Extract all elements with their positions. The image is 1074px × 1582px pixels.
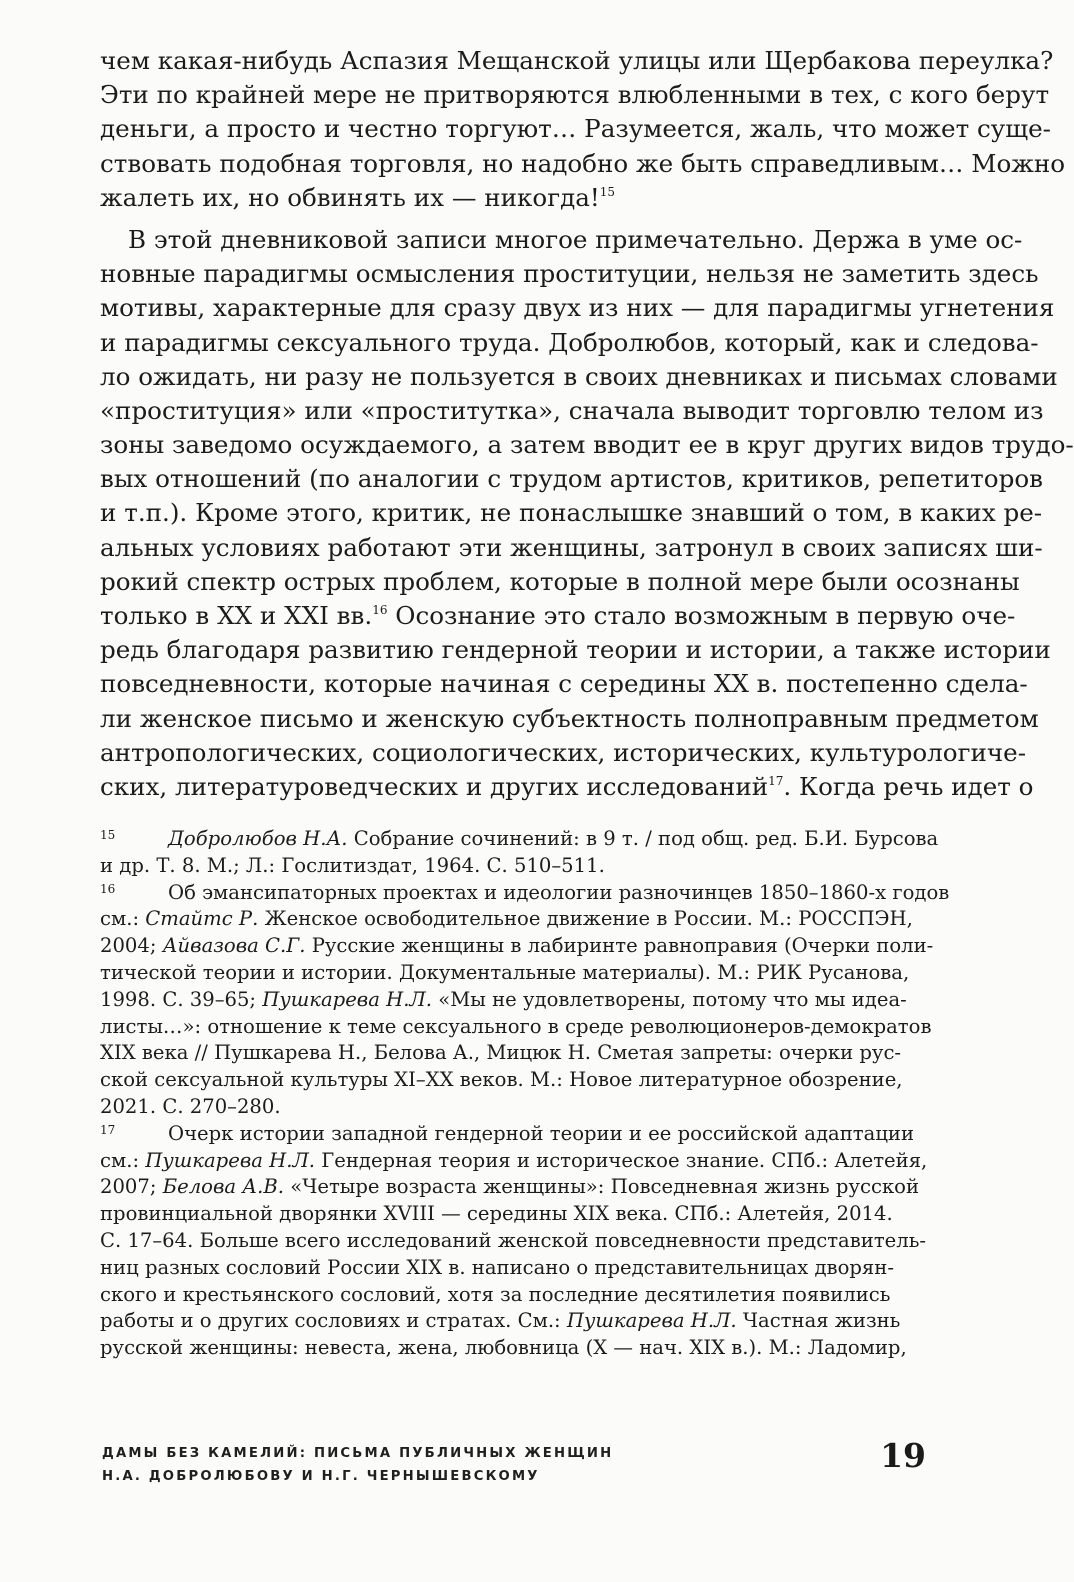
text-line: мотивы, характерные для сразу двух из них — для парадигмы угнетения <box>100 293 1055 323</box>
footnote-line <box>100 1308 926 1335</box>
running-footer <box>102 1442 613 1488</box>
text-fragment: только в XX и XXI вв. <box>100 601 373 630</box>
text-line <box>100 599 1016 633</box>
footnote-text: Частная жизнь <box>736 1309 901 1333</box>
footnote-line <box>100 933 934 960</box>
text-line: чем какая-нибудь Аспазия Мещанской улицы или Щербакова переулка? <box>100 46 1054 75</box>
text-line <box>100 181 926 215</box>
footnote-line: провинциальной дворянки XVIII — середины XIX века. СПб.: Алетейя, 2014. <box>100 1202 893 1226</box>
footnote-line: русской женщины: невеста, жена, любовница (X — нач. XIX в.). М.: Ладомир, <box>100 1336 907 1360</box>
footnote-16: 16 Об эмансипаторных проектах и идеологии разночинцев 1850–1860-х годов <box>100 880 950 904</box>
text-line: ло ожидать, ни разу не пользуется в своих дневниках и письмах словами <box>100 361 1058 391</box>
text-line: рокий спектр острых проблем, которые в полной мере были осознаны <box>100 566 1020 596</box>
paragraph-start: В этой дневниковой записи многое примечательно. Держа в уме ос- <box>128 224 1023 254</box>
text-line: ствовать подобная торговля, но надобно же быть справедливым… Можно <box>100 148 1066 178</box>
footnote-text: см.: <box>100 1148 146 1172</box>
footnote-line: ской сексуальной культуры XI–XX веков. М.: Новое литературное обозрение, <box>100 1068 903 1092</box>
footnote-15: 15 Добролюбов Н.А. Собрание сочинений: в 9 т. / под общ. ред. Б.И. Бурсова <box>100 827 939 850</box>
footnote-ref[interactable]: 17 <box>768 773 784 788</box>
text-line: редь благодаря развитию гендерной теории и истории, а также истории <box>100 635 1051 665</box>
footnote-author: Айвазова С.Г. <box>162 934 306 958</box>
text-line: деньги, а просто и честно торгуют… Разумеется, жаль, что может суще- <box>100 114 1051 144</box>
footnote-line: листы…»: отношение к теме сексуального в среде революционеров-демократов <box>100 1014 932 1038</box>
text-line: Эти по крайней мере не притворяются влюбленными в тех, с кого берут <box>100 80 1050 110</box>
footnote-text: «Четыре возраста женщины»: Повседневная жизнь русской <box>283 1175 920 1199</box>
text-fragment: жалеть их, но обвинять их — никогда! <box>100 182 600 212</box>
footnote-text: Русские женщины в лабиринте равноправия (Очерки поли- <box>305 934 934 958</box>
footnote-line <box>100 1148 926 1175</box>
text-fragment: Осознание это стало возможным в первую оче- <box>387 601 1016 630</box>
footnote-text: см.: <box>100 907 146 931</box>
text-line <box>100 770 1034 804</box>
book-title-line-2: Н.А. ДОБРОЛЮБОВУ И Н.Г. ЧЕРНЫШЕВСКОМУ <box>102 1469 540 1484</box>
footnote-text: Очерк истории западной гендерной теории и ее российской адаптации <box>168 1121 915 1145</box>
footnote-line <box>100 1174 926 1201</box>
footnote-text: Об эмансипаторных проектах и идеологии разночинцев 1850–1860-х годов <box>168 880 950 904</box>
text-line: ли женское письмо и женскую субъектность полноправным предметом <box>100 703 1039 733</box>
text-line: и т.п.). Кроме этого, критик, не понаслышке знавший о том, в каких ре- <box>100 498 1043 528</box>
text-line: повседневности, которые начиная с середины XX в. постепенно сдела- <box>100 669 1028 699</box>
footnote-ref[interactable]: 16 <box>372 603 388 617</box>
text-line: и парадигмы сексуального труда. Добролюбов, который, как и следова- <box>100 327 1039 357</box>
page-number: 19 <box>880 1436 926 1475</box>
footnote-line: 2021. С. 270–280. <box>100 1094 281 1118</box>
footnote-author: Стайтс Р. <box>145 907 259 931</box>
footnote-17: 17 Очерк истории западной гендерной теории и ее российской адаптации <box>100 1121 915 1145</box>
footnote-text: Гендерная теория и историческое знание. СПб.: Алетейя, <box>315 1148 928 1172</box>
footnote-text: Женское освободительное движение в России. М.: РОССПЭН, <box>258 907 913 931</box>
text-fragment: . Когда речь идет о <box>783 771 1034 801</box>
footnote-line: ниц разных сословий России XIX в. написано о представительницах дворян- <box>100 1255 894 1279</box>
text-line: зоны заведомо осуждаемого, а затем вводит ее в круг других видов трудо- <box>100 430 1074 460</box>
footnote-ref[interactable]: 15 <box>599 184 616 199</box>
footnote-line: XIX века // Пушкарева Н., Белова А., Мицюк Н. Сметая запреты: очерки рус- <box>100 1041 902 1065</box>
footnote-line <box>100 906 926 933</box>
footnote-line: тической теории и истории. Документальные материалы). М.: РИК Русанова, <box>100 960 910 984</box>
text-line: альных условиях работают эти женщины, затронул в своих записях ши- <box>100 532 1043 562</box>
footnote-author: Пушкарева Н.Л. <box>262 987 433 1011</box>
footnote-line <box>100 987 926 1014</box>
text-fragment: ских, литературоведческих и других исследований <box>100 771 769 801</box>
footnote-text: 2007; <box>100 1175 163 1199</box>
footnote-text: работы и о других сословиях и стратах. См.: <box>100 1309 567 1333</box>
book-title-line-1: ДАМЫ БЕЗ КАМЕЛИЙ: ПИСЬМА ПУБЛИЧНЫХ ЖЕНЩИН <box>102 1446 614 1461</box>
text-line: «проституция» или «проститутка», сначала выводит торговлю телом из <box>100 395 1044 425</box>
main-text <box>100 44 1074 804</box>
footnotes <box>100 826 950 1362</box>
footnote-author: Добролюбов Н.А. <box>168 827 348 850</box>
text-line: вых отношений (по аналогии с трудом артистов, критиков, репетиторов <box>100 464 1043 494</box>
footnote-author: Пушкарева Н.Л. <box>566 1309 737 1333</box>
text-line: антропологических, социологических, исторических, культурологиче- <box>100 737 1027 767</box>
footnote-author: Белова А.В. <box>162 1175 284 1199</box>
footnote-author: Пушкарева Н.Л. <box>145 1148 316 1172</box>
text-line: новные парадигмы осмысления проституции, нельзя не заметить здесь <box>100 259 1039 289</box>
footnote-text: «Мы не удовлетворены, потому что мы идеа- <box>432 987 907 1011</box>
footnote-line: и др. Т. 8. М.; Л.: Гослитиздат, 1964. С. 510–511. <box>100 853 605 877</box>
footnote-text: 2004; <box>100 934 163 958</box>
footnote-line: С. 17–64. Больше всего исследований женской повседневности представитель- <box>100 1228 926 1252</box>
footnote-text: 1998. С. 39–65; <box>100 987 263 1011</box>
footnote-text: Собрание сочинений: в 9 т. / под общ. ред. Б.И. Бурсова <box>347 827 939 850</box>
footnote-line: ского и крестьянского сословий, хотя за последние десятилетия появились <box>100 1282 891 1306</box>
